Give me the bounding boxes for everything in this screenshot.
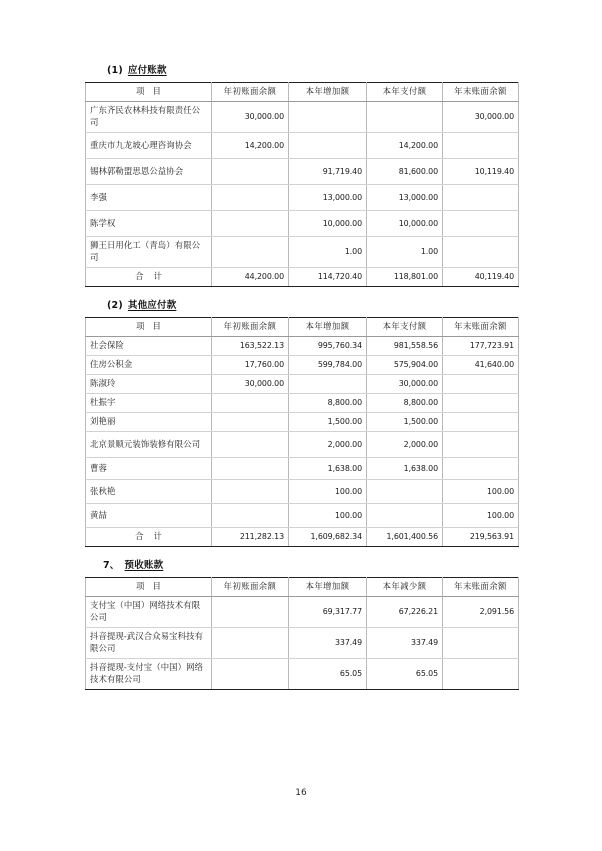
row-decrease: 67,226.21 bbox=[367, 597, 443, 628]
row-opening-balance: 163,522.13 bbox=[212, 337, 289, 356]
section-title: 其他应付款 bbox=[127, 300, 177, 311]
table-row bbox=[86, 659, 519, 690]
total-label: 合 计 bbox=[86, 528, 212, 547]
row-opening-balance bbox=[212, 659, 289, 690]
table-header-row bbox=[86, 83, 519, 102]
table-row bbox=[86, 432, 519, 458]
row-opening-balance bbox=[212, 211, 289, 237]
page-content bbox=[85, 64, 518, 690]
table-accounts-payable bbox=[85, 82, 519, 287]
row-opening-balance bbox=[212, 237, 289, 268]
row-increase bbox=[289, 375, 367, 394]
row-payment: 14,200.00 bbox=[367, 133, 443, 159]
table-header-row bbox=[86, 578, 519, 597]
row-payment: 30,000.00 bbox=[367, 375, 443, 394]
table-row bbox=[86, 375, 519, 394]
row-item-name: 刘艳丽 bbox=[86, 413, 212, 432]
column-header-opening-balance: 年初账面余额 bbox=[212, 318, 289, 337]
row-increase: 1,638.00 bbox=[289, 458, 367, 480]
row-decrease: 65.05 bbox=[367, 659, 443, 690]
row-closing-balance bbox=[443, 432, 519, 458]
table-row bbox=[86, 337, 519, 356]
row-opening-balance: 30,000.00 bbox=[212, 102, 289, 133]
row-item-name: 住房公积金 bbox=[86, 356, 212, 375]
total-closing-balance: 219,563.91 bbox=[443, 528, 519, 547]
row-payment: 1.00 bbox=[367, 237, 443, 268]
row-item-name: 李强 bbox=[86, 185, 212, 211]
table-advance-receipts bbox=[85, 577, 519, 690]
row-payment: 81,600.00 bbox=[367, 159, 443, 185]
total-increase: 1,609,682.34 bbox=[289, 528, 367, 547]
column-header-opening-balance: 年初账面余额 bbox=[212, 578, 289, 597]
row-closing-balance bbox=[443, 185, 519, 211]
section-number: 7、 bbox=[103, 560, 120, 571]
row-item-name: 抖音提现-支付宝（中国）网络技术有限公司 bbox=[86, 659, 212, 690]
row-closing-balance bbox=[443, 659, 519, 690]
row-increase: 100.00 bbox=[289, 480, 367, 504]
total-payment: 1,601,400.56 bbox=[367, 528, 443, 547]
row-payment: 10,000.00 bbox=[367, 211, 443, 237]
row-increase: 599,784.00 bbox=[289, 356, 367, 375]
row-opening-balance bbox=[212, 628, 289, 659]
row-increase bbox=[289, 133, 367, 159]
section-heading-accounts-payable bbox=[85, 64, 518, 78]
row-item-name: 重庆市九龙坡心理咨询协会 bbox=[86, 133, 212, 159]
table-row bbox=[86, 458, 519, 480]
row-closing-balance: 10,119.40 bbox=[443, 159, 519, 185]
total-increase: 114,720.40 bbox=[289, 268, 367, 287]
table-row bbox=[86, 185, 519, 211]
table-header-row bbox=[86, 318, 519, 337]
row-opening-balance bbox=[212, 480, 289, 504]
row-closing-balance bbox=[443, 413, 519, 432]
row-increase: 995,760.34 bbox=[289, 337, 367, 356]
row-increase: 100.00 bbox=[289, 504, 367, 528]
row-payment: 1,500.00 bbox=[367, 413, 443, 432]
total-closing-balance: 40,119.40 bbox=[443, 268, 519, 287]
row-increase: 10,000.00 bbox=[289, 211, 367, 237]
section-number: (1) bbox=[107, 65, 123, 76]
column-header-increase: 本年增加额 bbox=[289, 578, 367, 597]
column-header-decrease: 本年减少额 bbox=[367, 578, 443, 597]
row-payment bbox=[367, 102, 443, 133]
total-opening-balance: 211,282.13 bbox=[212, 528, 289, 547]
table-row bbox=[86, 413, 519, 432]
table-row bbox=[86, 480, 519, 504]
row-payment: 2,000.00 bbox=[367, 432, 443, 458]
table-row bbox=[86, 504, 519, 528]
table-total-row bbox=[86, 528, 519, 547]
row-item-name: 张秋艳 bbox=[86, 480, 212, 504]
row-item-name: 锡林郭勒盟思恩公益协会 bbox=[86, 159, 212, 185]
table-row bbox=[86, 159, 519, 185]
row-item-name: 狮王日用化工（青岛）有限公司 bbox=[86, 237, 212, 268]
row-closing-balance bbox=[443, 628, 519, 659]
row-closing-balance bbox=[443, 211, 519, 237]
column-header-payment: 本年支付额 bbox=[367, 318, 443, 337]
row-item-name: 广东齐民农林科技有限责任公司 bbox=[86, 102, 212, 133]
total-opening-balance: 44,200.00 bbox=[212, 268, 289, 287]
table-row bbox=[86, 211, 519, 237]
row-opening-balance bbox=[212, 504, 289, 528]
section-spacer bbox=[85, 287, 518, 299]
row-closing-balance bbox=[443, 237, 519, 268]
page-number: 16 bbox=[295, 788, 307, 798]
row-increase: 337.49 bbox=[289, 628, 367, 659]
row-opening-balance bbox=[212, 159, 289, 185]
row-closing-balance: 100.00 bbox=[443, 480, 519, 504]
row-item-name: 抖音提现-武汉合众易宝科技有限公司 bbox=[86, 628, 212, 659]
section-title: 应付账款 bbox=[127, 65, 167, 76]
column-header-increase: 本年增加额 bbox=[289, 83, 367, 102]
row-closing-balance bbox=[443, 394, 519, 413]
row-item-name: 社会保险 bbox=[86, 337, 212, 356]
row-payment bbox=[367, 480, 443, 504]
row-opening-balance bbox=[212, 432, 289, 458]
row-item-name: 黄喆 bbox=[86, 504, 212, 528]
column-header-opening-balance: 年初账面余额 bbox=[212, 83, 289, 102]
table-row bbox=[86, 356, 519, 375]
section-number: (2) bbox=[107, 300, 123, 311]
row-payment: 981,558.56 bbox=[367, 337, 443, 356]
row-item-name: 支付宝（中国）网络技术有限公司 bbox=[86, 597, 212, 628]
table-row bbox=[86, 133, 519, 159]
row-opening-balance bbox=[212, 597, 289, 628]
row-opening-balance: 17,760.00 bbox=[212, 356, 289, 375]
column-header-item: 项 目 bbox=[86, 578, 212, 597]
table-total-row bbox=[86, 268, 519, 287]
row-item-name: 陈淑玲 bbox=[86, 375, 212, 394]
row-increase bbox=[289, 102, 367, 133]
row-closing-balance bbox=[443, 458, 519, 480]
row-increase: 1,500.00 bbox=[289, 413, 367, 432]
row-opening-balance bbox=[212, 394, 289, 413]
table-row bbox=[86, 394, 519, 413]
row-payment: 8,800.00 bbox=[367, 394, 443, 413]
row-increase: 65.05 bbox=[289, 659, 367, 690]
row-payment: 13,000.00 bbox=[367, 185, 443, 211]
row-opening-balance: 30,000.00 bbox=[212, 375, 289, 394]
row-opening-balance bbox=[212, 458, 289, 480]
row-increase: 2,000.00 bbox=[289, 432, 367, 458]
row-item-name: 杜振宇 bbox=[86, 394, 212, 413]
column-header-item: 项 目 bbox=[86, 83, 212, 102]
row-closing-balance: 30,000.00 bbox=[443, 102, 519, 133]
section-spacer bbox=[85, 547, 518, 559]
section-heading-advance-receipts bbox=[85, 559, 518, 573]
column-header-payment: 本年支付额 bbox=[367, 83, 443, 102]
column-header-closing-balance: 年末账面余额 bbox=[443, 83, 519, 102]
column-header-item: 项 目 bbox=[86, 318, 212, 337]
row-item-name: 北京景顺元装饰装修有限公司 bbox=[86, 432, 212, 458]
row-increase: 8,800.00 bbox=[289, 394, 367, 413]
row-payment bbox=[367, 504, 443, 528]
row-payment: 575,904.00 bbox=[367, 356, 443, 375]
row-closing-balance bbox=[443, 375, 519, 394]
row-item-name: 曹蓉 bbox=[86, 458, 212, 480]
row-opening-balance bbox=[212, 413, 289, 432]
row-increase: 1.00 bbox=[289, 237, 367, 268]
total-label: 合 计 bbox=[86, 268, 212, 287]
row-decrease: 337.49 bbox=[367, 628, 443, 659]
row-increase: 13,000.00 bbox=[289, 185, 367, 211]
row-closing-balance: 2,091.56 bbox=[443, 597, 519, 628]
column-header-closing-balance: 年末账面余额 bbox=[443, 318, 519, 337]
total-payment: 118,801.00 bbox=[367, 268, 443, 287]
row-closing-balance: 100.00 bbox=[443, 504, 519, 528]
table-row bbox=[86, 597, 519, 628]
row-increase: 91,719.40 bbox=[289, 159, 367, 185]
section-heading-other-payables bbox=[85, 299, 518, 313]
column-header-increase: 本年增加额 bbox=[289, 318, 367, 337]
row-closing-balance bbox=[443, 133, 519, 159]
row-closing-balance: 41,640.00 bbox=[443, 356, 519, 375]
table-row bbox=[86, 237, 519, 268]
column-header-closing-balance: 年末账面余额 bbox=[443, 578, 519, 597]
table-row bbox=[86, 102, 519, 133]
row-closing-balance: 177,723.91 bbox=[443, 337, 519, 356]
section-title: 预收账款 bbox=[124, 560, 164, 571]
row-opening-balance: 14,200.00 bbox=[212, 133, 289, 159]
row-opening-balance bbox=[212, 185, 289, 211]
row-item-name: 陈学权 bbox=[86, 211, 212, 237]
table-row bbox=[86, 628, 519, 659]
row-increase: 69,317.77 bbox=[289, 597, 367, 628]
table-other-payables bbox=[85, 317, 519, 547]
row-payment: 1,638.00 bbox=[367, 458, 443, 480]
